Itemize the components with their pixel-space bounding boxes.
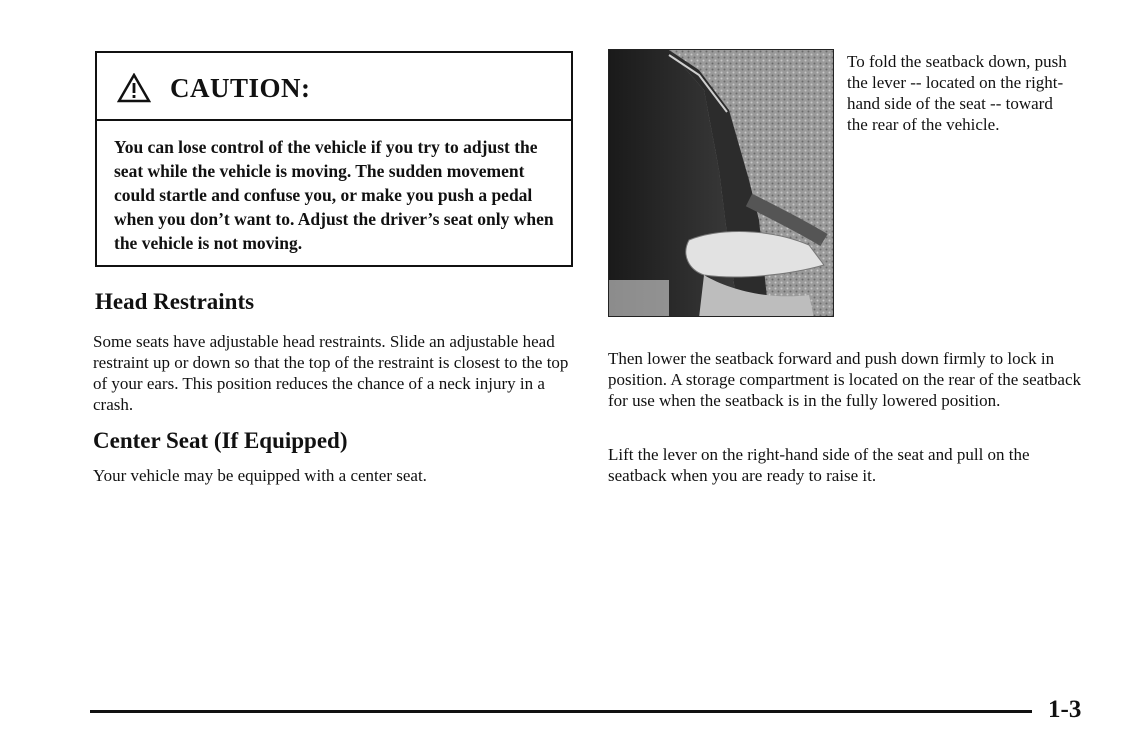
caution-header	[97, 53, 571, 121]
fold-instruction-text: To fold the seatback down, push the lever -- located on the right-hand side of the seat -- toward the rear of the vehicle.	[847, 52, 1067, 134]
caution-title: CAUTION:	[170, 73, 311, 103]
raise-instruction-text: Lift the lever on the right-hand side of the seat and pull on the seatback when you are ready to raise it.	[608, 445, 1030, 485]
head-restraints-heading: Head Restraints	[95, 289, 255, 314]
center-seat-text: Your vehicle may be equipped with a center seat.	[93, 466, 427, 485]
page-number: 1-3	[1048, 696, 1082, 723]
lower-instruction-text: Then lower the seatback forward and push down firmly to lock in position. A storage compartment is located on the rear of the seatback for use when the seatback is in the fully lowered position.	[608, 349, 1082, 410]
seat-lever-photo	[608, 49, 834, 317]
caution-box	[95, 51, 573, 267]
caution-text: You can lose control of the vehicle if you try to adjust the seat while the vehicle is moving. The sudden movement could startle and confuse you, or make you push a pedal when you don’t want to. Adjust the driver’s seat only when the vehicle is not moving.	[114, 137, 554, 253]
center-seat-heading: Center Seat (If Equipped)	[93, 428, 348, 453]
head-restraints-text: Some seats have adjustable head restraints. Slide an adjustable head restraint up or down so that the top of the restraint is closest to the top of your ears. This position reduces the chance of a neck injury in a crash.	[93, 332, 569, 414]
footer-rule	[90, 710, 1032, 713]
warning-triangle-icon	[117, 73, 151, 103]
